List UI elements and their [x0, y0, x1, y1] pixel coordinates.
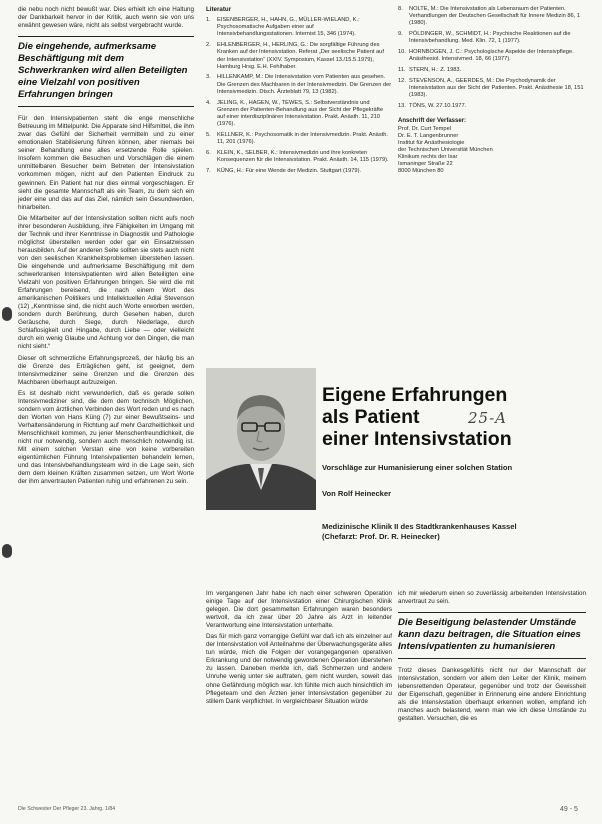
reference-number: 5. [206, 131, 211, 138]
article-title [322, 384, 592, 450]
article-title-line-1: Eigene Erfahrungen [322, 384, 508, 406]
reference-item [206, 132, 392, 146]
reference-text: EISENBERGER, H., HAHN, G., MÜLLER-WIELAND, K.: Psychosomatische Aufgaben einer auf Intensivbehandlungsstationen. Internist 15, 346 (1974). [217, 17, 360, 38]
article-body-column-2 [398, 590, 586, 726]
left-paragraph-3: Dieser oft schmerzliche Erfahrungsprozeß, der häufig bis an die Grenze des Erträglichen geht, ist geeignet, dem Intensivmediziner seine Grenzen und die Grenzen des Machbaren überhaupt aufzuzeigen. [18, 354, 194, 386]
reference-item [398, 67, 586, 74]
reference-item [398, 78, 586, 100]
article-paragraph-2: Das für mich ganz vorrangige Gefühl war daß ich als einzelner auf der Intensivstation voll Anteilnahme der Überwachungsgeräte alles tun würde, mich die Folgen der vorangegangenen operativen Erkrankung und der notwendig gewordenen Operation überstehen zu lassen. Daneben merkte ich, daß Schmerzen und andere Unruhe wenig unter sie auftraten, gem nicht wurden, soweit das ohne Gefährdung möglich war. Ich fühlte mich auch hinsichtlich im Pflegeteam und den Ärzten jener Intensivstation gegenüber zu stillem Dank verpflichtet. In vergleichbarer Situation würde [206, 633, 392, 705]
reference-number: 6. [206, 149, 211, 156]
reference-item [206, 168, 392, 175]
address-line: Prof. Dr. Curt Tempel [398, 125, 451, 132]
article-author: Von Rolf Heinecker [322, 489, 392, 498]
article-paragraph-3: ich mir wiederum einen so zuverlässig arbeitenden Intensivstation anvertraut zu sein. [398, 590, 586, 606]
reference-item [398, 6, 586, 28]
handwritten-note: 25-A [468, 409, 507, 427]
affiliation-line-2: (Chefarzt: Prof. Dr. R. Heinecker) [322, 532, 440, 541]
reference-number: 1. [206, 17, 211, 23]
author-photo [206, 368, 316, 510]
punch-hole-mark [2, 544, 12, 558]
reference-number: 3. [206, 74, 211, 81]
reference-item [206, 100, 392, 129]
reference-number: 8. [398, 6, 403, 12]
address-line: Klinikum rechts der Isar [398, 153, 458, 160]
left-paragraph-4: Es ist deshalb nicht verwunderlich, daß es gerade sollen Intensivmediziner sind, die dem dem technisch Möglichen, sondern vom ärztlichen Verbinden des Wort reden und es nach den Worten von Hans Küng (7) zur einer Bewußtseins- und Verhaltensänderung in Richtung auf mehr Ganzheitlichkeit und Menschlichkeit kommen, zu jener Menschenfreundlichkeit, die nicht nur notwendig, sondern auch menschlich notwendig ist. Mit einem solchen Verstan eine von keine vorbereiten eigentümlichen Führung Intensivpatienten behandeln lernen, und das Intensivbehandlungsteam wird in die Lage sein, sich dem dem kleinen Kräften zusammen setzen, um Wort Worte der ihm anvertrauten Patienten ruhig und erfahrenen zu sein. [18, 389, 194, 486]
reference-text: HORNBOGEN, J. C.: Psychologische Aspekte der Intensivpflege. Anästhesiol. Intensivmed. 18, 66 (1977). [409, 49, 574, 63]
reference-text: TÖNS, W. 27.10.1977. [409, 102, 467, 109]
reference-item [398, 31, 586, 45]
reference-number: 2. [206, 42, 211, 49]
reference-text: KELLNER, K.: Psychosomatik in der Intensivmedizin. Prakt. Anästh. 11, 201 (1976). [217, 131, 389, 146]
reference-item [206, 150, 392, 164]
address-line: der Technischen Universität München [398, 146, 493, 153]
reference-number: 13. [398, 102, 406, 109]
reference-number: 7. [206, 167, 211, 174]
references-list-a [206, 17, 392, 175]
reference-number: 4. [206, 99, 211, 106]
reference-text: HILLENKAMP, M.: Die Intensivstation vom Patienten aus gesehen. Die Grenzen des Machbaren in der Intensivmedizin. Die Grenzen der Intensivmedizin. Dtsch. Ärzteblatt 79, 13 (1982). [217, 74, 392, 95]
reference-text: EHLENBERGER, H., HERLING, G.: Die sorgfältige Führung des Kranken auf der Intensivstation. Referat „Der seelische Patient auf der Intensivstation“ (XXIV. Symposium, Kassel 13./15.5.1979), Hamburg Hrsg. E.H. Fehlhaber. [217, 42, 384, 70]
article-body-column-1 [206, 590, 392, 709]
left-pullquote: Die eingehende, aufmerksame Beschäftigung mit dem Schwerkranken wird allen Beteiligten eine Vielzahl von positiven Erfahrungen bringen [18, 36, 194, 107]
article-subtitle: Vorschläge zur Humanisierung einer solchen Station [322, 463, 513, 472]
reference-text: STERN, H.: Z. 1983. [409, 66, 462, 73]
reference-text: JELING, K., HAGEN, W., TEWES, S.: Selbstverständnis und Grenzen der Patienten-Behandlung aus der Sicht der Pflegekräfte auf einer interdisziplinären Intensivstation. Prakt. Anästh. 11, 210 (1976). [217, 99, 383, 128]
references-title: Literatur [206, 6, 232, 13]
reference-text: KÜNG, H.: Für eine Wende der Medizin. Stuttgart (1979). [217, 167, 362, 174]
author-affiliation [322, 522, 592, 542]
left-column [18, 6, 194, 489]
address-title: Anschrift der Verfasser: [398, 117, 467, 124]
article-title-line-2: als Patient [322, 406, 420, 428]
references-continued-column [398, 6, 586, 175]
reference-item [206, 74, 392, 96]
reference-text: STEVENSON, A., GEERDES, M.: Die Psychodynamik der Intensivstation aus der Sicht der Patienten. Prakt. Anästhesie 18, 151 (1983). [409, 77, 584, 99]
references-list-b [398, 6, 586, 110]
reference-number: 9. [398, 31, 403, 38]
affiliation-line-1: Medizinische Klinik II des Stadtkrankenhauses Kassel [322, 522, 517, 531]
address-line: Institut für Anästhesiologie [398, 139, 465, 146]
article-title-line-3: einer Intensivstation [322, 428, 512, 450]
reference-number: 12. [398, 77, 406, 84]
reference-number: 11. [398, 66, 406, 73]
reference-item [398, 49, 586, 63]
reference-item [398, 103, 586, 110]
punch-hole-mark [2, 307, 12, 321]
reference-number: 10. [398, 49, 406, 56]
right-pullquote: Die Beseitigung belastender Umstände kann dazu beitragen, die Situation eines Intensivpatienten zu humanisieren [398, 612, 586, 659]
journal-footer: Die Schwester Der Pfleger 23. Jahrg. 1/84 [18, 806, 116, 812]
address-line: Dr. E. T. Langenbrunner [398, 132, 459, 139]
address-block [398, 126, 586, 175]
article-paragraph-4: Trotz dieses Dankesgefühls nicht nur der Mannschaft der Intensivstation, sondern vor allem den Leiter der Klinik, meinem lebensrettenden Operateur, gegenüber und trotz der Gewissheit der Eigenschaft, gegenüber in Erinnerung eine andere Einrichtung als die Intensivstation überhaupt erkennen wollen, empfand ich manches auch belastend, wenn man wie ich diese Umstände zu gestalten. Versuchen, die es [398, 667, 586, 723]
page-number: 49 - 5 [560, 806, 578, 813]
author-portrait-image [206, 368, 316, 510]
reference-item [206, 17, 392, 39]
reference-text: PÖLDINGER, W., SCHMIDT, H.: Psychische Reaktionen auf die Intensivbehandlung. Med. Klin. 72, 1 (1977). [409, 31, 571, 45]
reference-text: KLEIN, K., SELBER, K.: Intensivmedizin und ihre konkreten Konsequenzen für die Intensivstation. Prakt. Anästh. 14, 115 (1979). [217, 149, 389, 163]
left-intro: die nebu noch nicht bewußt war. Dies erhielt ich eine Haltung der Dankbarkeit hervor in der Kritik, auch wenn sie von uns erwähnt gewesen wäre, nicht als selbst vergebracht wurde. [18, 6, 194, 30]
article-paragraph-1: Im vergangenen Jahr habe ich nach einer schweren Operation einige Tage auf der Intensivstation einer Chirurgischen Klinik gelegen. Die dort gesammelten Erfahrungen waren besonders wertvoll, da ich zwar über 20 Jahre als Arzt in leitender Verantwortung eine Intensivstation unterhalte. [206, 590, 392, 630]
reference-text: NOLTE, M.: Die Intensivstation als Lebensraum der Patienten. Verhandlungen der Deutschen Gesellschaft für Innere Medizin 86, 1 (1980). [409, 6, 581, 27]
left-paragraph-2: Die Mitarbeiter auf der Intensivstation sollten nicht aufs noch ihrer besonderen Ausbildung, ihre Fähigkeiten im Umgang mit der Technik und ihrer Kenntnisse in Diagnostik und Pathologie möglichst überstellen werden oder gar ein Einsatzwissen herausbilden. Auf der anderen Seite sollten sie stets auch nicht von den seelischen Krankheitsproblemen überstehen lassen. Die eingehende und aufmerksame Beschäftigung mit dem schwerkranken Intensivpatienten wird allen Beteiligten eine Vielzahl von positiven Erfahrungen bringen. Sie wird die mit Erfahrungen bereisend, die nach einem Wort des amerikanischen Politikers und Intellektuellen Adlai Stevenson (12) „Kenntnisse sind, die nicht auch Worte erworben werden, sondern durch Berührung, durch Gesehen haben, durch Geräusche, durch Siege, durch Niederlage, durch Schlaflosigkeit und Hingabe, durch Liebe — oder vielleicht durch ein wenig Glaube und Achtung vor den Dingen, die man nicht sieht.“ [18, 214, 194, 351]
address-line: Ismaninger Straße 22 [398, 160, 453, 167]
references-column [206, 6, 392, 178]
left-paragraph-1: Für den Intensivpatienten steht die enge menschliche Betreuung im Mittelpunkt. Die Apparate sind Hilfsmittel, die ihm zwar das Gefühl der Sicherheit vermitteln und zu einer emotionalen Stabilisierung führen können, aber niemals bei seiner Behandlung eine alles ersetzende Rolle spielen. Insofern kommen die Besuchen und Vorschlägen die einem unmittelbaren Besucher beim Betreten der Intensivstation vorkommen mögen, nicht auf den Patienten Eindruck zu gewinnen. Ein Patient hat nur dies einmal vorgeschlagen. Er sieht die gesamte Mannschaft als ein Team, zu dem sich ein jeder eine und das auf das Ziel, nämlich sein Gesundwerden, hinarbeiten. [18, 115, 194, 211]
reference-item [206, 42, 392, 71]
address-line: 8000 München 80 [398, 167, 444, 174]
